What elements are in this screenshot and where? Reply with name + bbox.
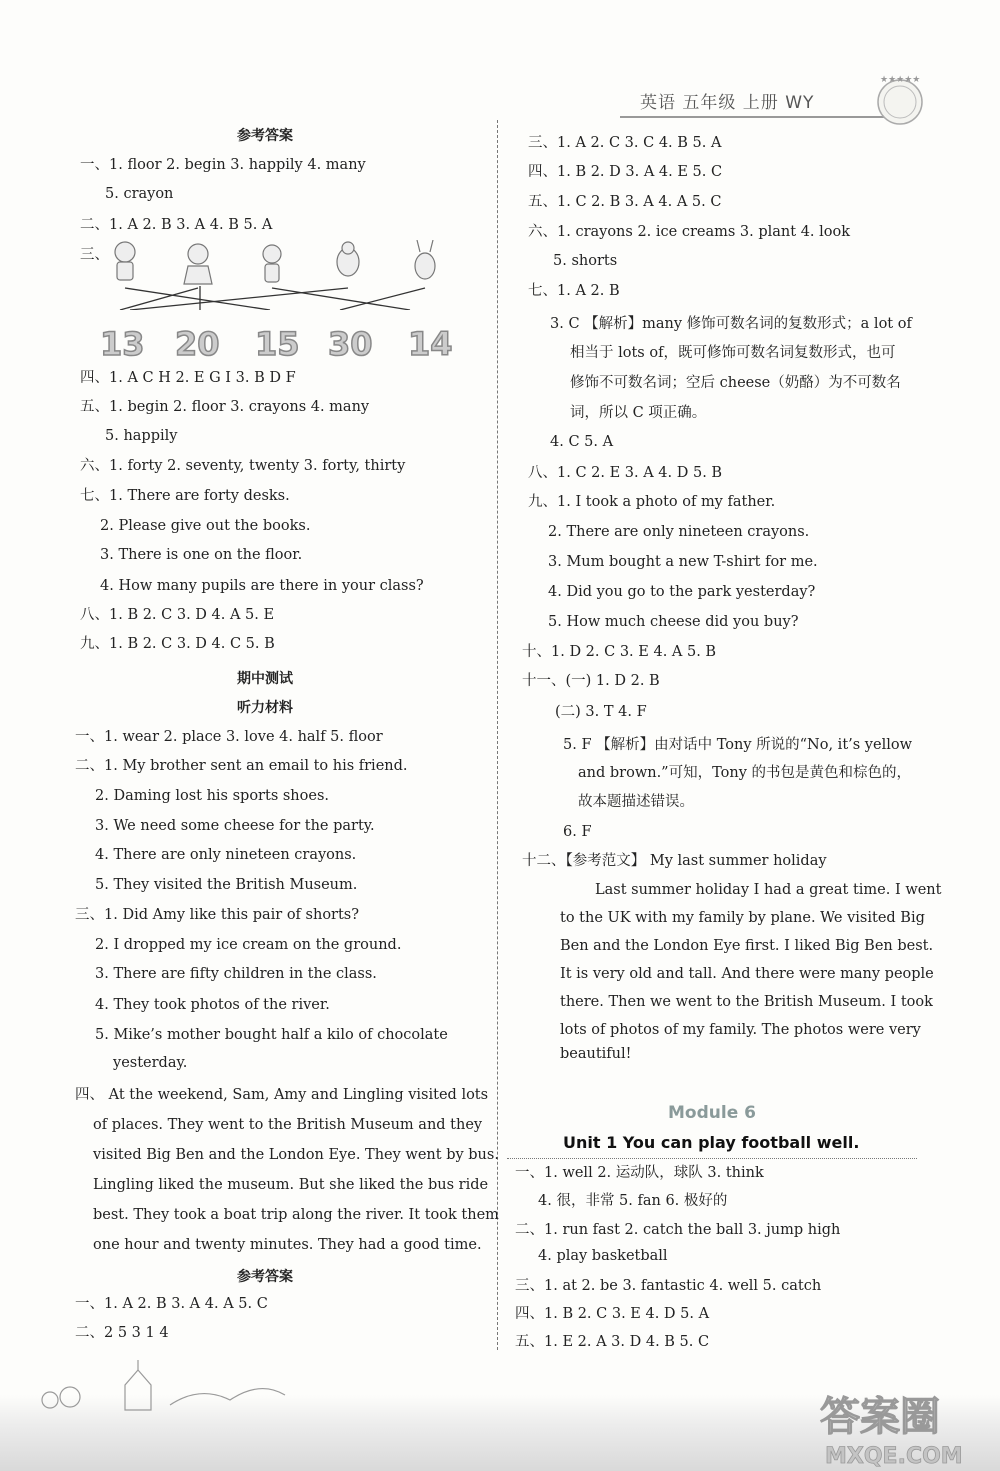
answer-line: there. Then we went to the British Museum. I took: [560, 994, 933, 1010]
answer-line: 5. shorts: [553, 253, 618, 269]
number-13: 13: [100, 325, 145, 363]
answer-line: 一、1. well 2. 运动队，球队 3. think: [515, 1165, 764, 1181]
answer-line: 三、1. Did Amy like this pair of shorts?: [75, 907, 360, 923]
number-30: 30: [328, 325, 373, 363]
number-15: 15: [255, 325, 300, 363]
answer-line: 五、1. C 2. B 3. A 4. A 5. C: [528, 194, 722, 210]
answer-line: 5. crayon: [105, 186, 174, 202]
answer-line: 相当于 lots of，既可修饰可数名词复数形式，也可: [570, 345, 896, 361]
answer-line: 十、1. D 2. C 3. E 4. A 5. B: [522, 644, 717, 660]
answer-line: yesterday.: [113, 1055, 188, 1071]
section-heading: 参考答案: [237, 1269, 293, 1285]
answer-line: 5. F 【解析】由对话中 Tony 所说的“No, it’s yellow: [563, 737, 912, 753]
answer-line: 4. How many pupils are there in your class?: [100, 578, 424, 594]
answer-line: 四、1. A C H 2. E G I 3. B D F: [80, 370, 296, 386]
page-header-title: 英语 五年级 上册 WY: [640, 93, 815, 113]
answer-line: one hour and twenty minutes. They had a good time.: [93, 1237, 482, 1253]
answer-line: lots of photos of my family. The photos were very: [560, 1022, 921, 1038]
answer-line: 九、1. B 2. C 3. D 4. C 5. B: [80, 636, 275, 652]
answer-line: 4. play basketball: [538, 1248, 668, 1264]
answer-line: 4. They took photos of the river.: [95, 997, 330, 1013]
answer-line: Last summer holiday I had a great time. I went: [595, 882, 942, 898]
answer-line: 七、1. There are forty desks.: [80, 488, 290, 504]
header-rule: [620, 116, 900, 118]
section-heading: 听力材料: [237, 700, 293, 716]
answer-line: 5. Mike’s mother bought half a kilo of chocolate: [95, 1027, 448, 1043]
answer-line: 2. Daming lost his sports shoes.: [95, 788, 330, 804]
answer-line: 4. Did you go to the park yesterday?: [548, 584, 816, 600]
answer-line: 三、1. at 2. be 3. fantastic 4. well 5. catch: [515, 1278, 822, 1294]
answer-line: 五、1. E 2. A 3. D 4. B 5. C: [515, 1334, 710, 1350]
unit-dotted-rule: [507, 1158, 917, 1159]
answer-line: 4. There are only nineteen crayons.: [95, 847, 357, 863]
answer-line: 3. We need some cheese for the party.: [95, 818, 375, 834]
answer-line: 八、1. C 2. E 3. A 4. D 5. B: [528, 465, 723, 481]
answer-line: 3. There is one on the floor.: [100, 547, 303, 563]
answer-line: 二、1. My brother sent an email to his friend.: [75, 758, 408, 774]
number-14: 14: [408, 325, 453, 363]
answer-line: 四、1. B 2. C 3. E 4. D 5. A: [515, 1306, 710, 1322]
section-heading: 参考答案: [237, 128, 293, 144]
answer-line: 2. I dropped my ice cream on the ground.: [95, 937, 402, 953]
answer-line: 2. There are only nineteen crayons.: [548, 524, 810, 540]
answer-line: 3. Mum bought a new T-shirt for me.: [548, 554, 818, 570]
answer-line: 一、1. A 2. B 3. A 4. A 5. C: [75, 1296, 268, 1312]
answer-line: 一、1. wear 2. place 3. love 4. half 5. floor: [75, 729, 383, 745]
number-20: 20: [175, 325, 220, 363]
answer-line: 二、1. run fast 2. catch the ball 3. jump high: [515, 1222, 841, 1238]
book-logo-badge: [868, 68, 932, 128]
answer-line: (二) 3. T 4. F: [555, 704, 647, 720]
answer-line: Ben and the London Eye first. I liked Big Ben best.: [560, 938, 934, 954]
answer-line: 一、1. floor 2. begin 3. happily 4. many: [80, 157, 366, 173]
answer-line: to the UK with my family by plane. We visited Big: [560, 910, 925, 926]
answer-line: 四、1. B 2. D 3. A 4. E 5. C: [528, 164, 723, 180]
column-divider: [497, 120, 498, 1350]
section-heading: 期中测试: [237, 671, 293, 687]
answer-line: 五、1. begin 2. floor 3. crayons 4. many: [80, 399, 370, 415]
answer-line: 5. They visited the British Museum.: [95, 877, 358, 893]
answer-line: best. They took a boat trip along the river. It took them: [93, 1207, 499, 1223]
answer-line: 故本题描述错误。: [578, 794, 694, 810]
answer-line: Lingling liked the museum. But she liked the bus ride: [93, 1177, 489, 1193]
watermark-main-text: 答案圈: [820, 1394, 940, 1440]
answer-line: 2. Please give out the books.: [100, 518, 311, 534]
answer-line: beautiful!: [560, 1046, 632, 1062]
module-title: Module 6: [668, 1103, 756, 1123]
answer-line: 3. C 【解析】many 修饰可数名词的复数形式；a lot of: [550, 316, 912, 332]
footer-doodle-illustration: [30, 1355, 290, 1415]
answer-line: 六、1. crayons 2. ice creams 3. plant 4. look: [528, 224, 851, 240]
answer-line: 三、1. A 2. C 3. C 4. B 5. A: [528, 135, 722, 151]
matching-figure: [90, 240, 450, 310]
answer-line: 4. C 5. A: [550, 434, 614, 450]
answer-line: 三、: [80, 247, 109, 263]
answer-line: 二、1. A 2. B 3. A 4. B 5. A: [80, 217, 273, 233]
answer-line: 词，所以 C 项正确。: [570, 405, 707, 421]
answer-line: 6. F: [563, 824, 592, 840]
answer-line: 4. 很，非常 5. fan 6. 极好的: [538, 1193, 728, 1209]
answer-line: 修饰不可数名词；空后 cheese（奶酪）为不可数名: [570, 375, 901, 391]
answer-line: 二、2 5 3 1 4: [75, 1325, 169, 1341]
answer-line: of places. They went to the British Museum and they: [93, 1117, 483, 1133]
watermark-logo: [815, 1385, 995, 1470]
unit-title: Unit 1 You can play football well.: [563, 1133, 860, 1152]
answer-line: 十一、(一) 1. D 2. B: [522, 673, 660, 689]
answer-line: 5. happily: [105, 428, 178, 444]
answer-line: 九、1. I took a photo of my father.: [528, 494, 776, 510]
answer-line: and brown.”可知，Tony 的书包是黄色和棕色的，: [578, 765, 912, 781]
answer-line: 四、 At the weekend, Sam, Amy and Lingling visited lots: [75, 1087, 489, 1103]
answer-line: 七、1. A 2. B: [528, 283, 620, 299]
svg-text:★★★★★: ★★★★★: [880, 75, 921, 85]
answer-line: 十二、【参考范文】 My last summer holiday: [522, 853, 827, 869]
answer-line: 八、1. B 2. C 3. D 4. A 5. E: [80, 607, 275, 623]
watermark-url-text: MXQE.COM: [825, 1444, 963, 1469]
answer-line: 六、1. forty 2. seventy, twenty 3. forty, thirty: [80, 458, 406, 474]
answer-line: It is very old and tall. And there were many people: [560, 966, 934, 982]
answer-line: 3. There are fifty children in the class.: [95, 966, 377, 982]
answer-line: 5. How much cheese did you buy?: [548, 614, 799, 630]
answer-line: visited Big Ben and the London Eye. They went by bus.: [93, 1147, 499, 1163]
